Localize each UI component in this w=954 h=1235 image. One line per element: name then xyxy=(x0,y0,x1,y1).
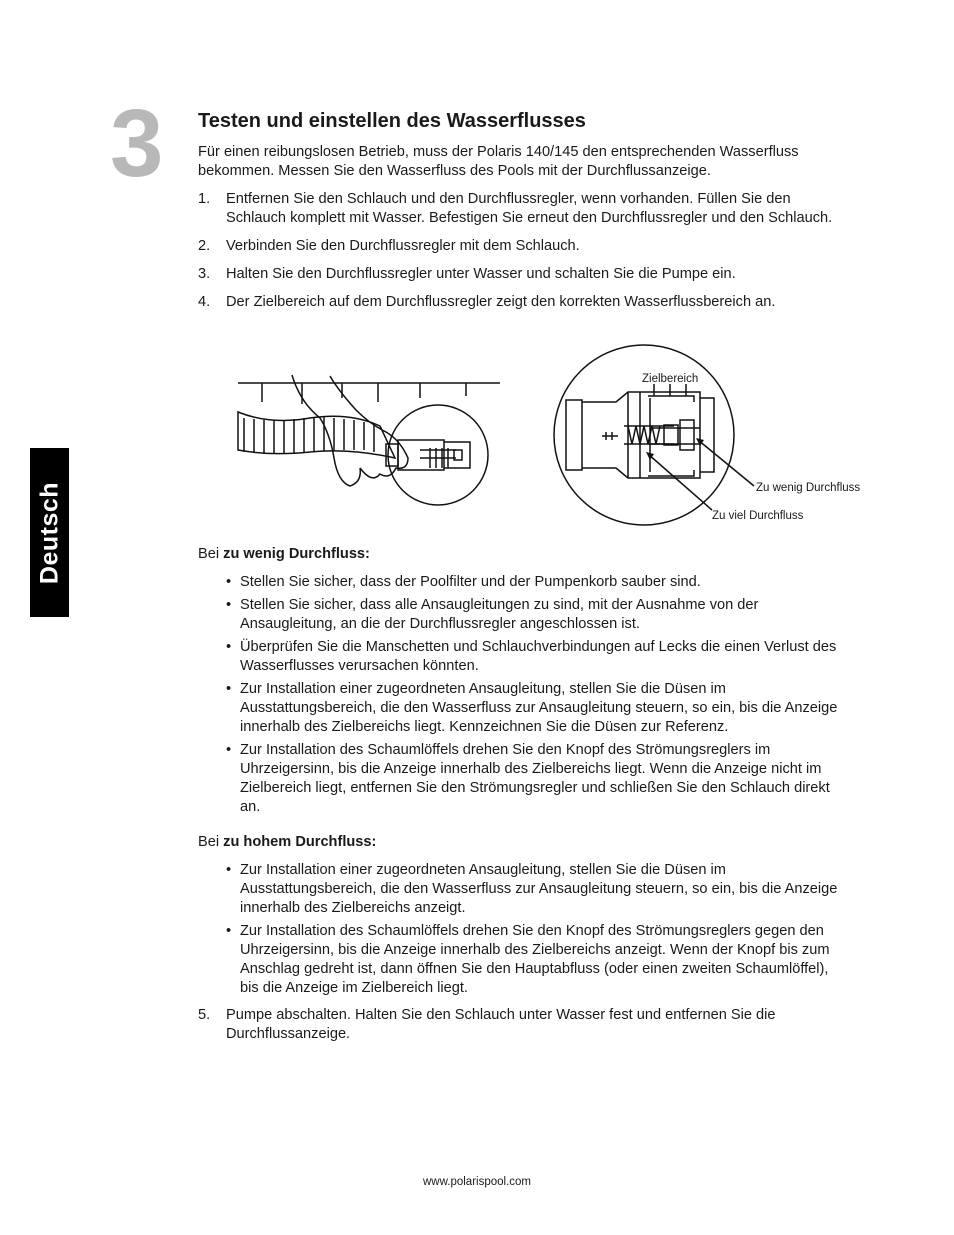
step-num: 3. xyxy=(198,266,211,282)
step-text: Der Zielbereich auf dem Durchflussregler zeigt den korrekten Wasserflussbereich an. xyxy=(226,294,776,310)
steps-list xyxy=(198,190,848,321)
list-item: • Zur Installation einer zugeordneten Ansaugleitung, stellen Sie die Düsen im Ausstattungsbereich, die den Wasserfluss zur Ansaugleitung steuern, so ein, bis die Anzeige innerhalb des Zielbereichs liegt. Kennzeichnen Sie die Düsen zur Referenz. xyxy=(226,680,846,737)
low-flow-title: zu wenig Durchfluss: xyxy=(223,546,370,562)
step-text: Halten Sie den Durchflussregler unter Wasser und schalten Sie die Pumpe ein. xyxy=(226,266,736,282)
step-num: 4. xyxy=(198,294,211,310)
step-num: 5. xyxy=(198,1007,211,1023)
list-item xyxy=(198,237,848,256)
step-num: 1. xyxy=(198,191,211,207)
list-item xyxy=(198,293,848,312)
list-item: • Stellen Sie sicher, dass der Poolfilter und der Pumpenkorb sauber sind. xyxy=(226,573,846,592)
list-item: • Zur Installation des Schaumlöffels drehen Sie den Knopf des Strömungsreglers im Uhrzeigersinn, bis die Anzeige innerhalb des Zielbereichs liegt. Wenn die Anzeige nicht im Zielbereich liegt, entfernen Sie den Strömungsregler und schließen Sie den Schlauch direkt an. xyxy=(226,741,846,817)
low-flow-prefix: Bei xyxy=(198,546,220,562)
language-tab xyxy=(30,448,69,617)
flow-gauge-illustration xyxy=(230,340,890,535)
label-high-flow: Zu viel Durchfluss xyxy=(712,510,804,522)
step-number: 3 xyxy=(110,90,164,197)
step-num: 2. xyxy=(198,238,211,254)
step-text: Verbinden Sie den Durchflussregler mit dem Schlauch. xyxy=(226,238,580,254)
language-tab-label: Deutsch xyxy=(35,481,63,584)
final-step-list xyxy=(198,1006,848,1044)
list-item: • Stellen Sie sicher, dass alle Ansaugleitungen zu sind, mit der Ausnahme von der Ansaugleitung, an die der Durchflussregler angeschlossen ist. xyxy=(226,596,846,634)
intro-paragraph: Für einen reibungslosen Betrieb, muss der Polaris 140/145 den entsprechenden Wasserfluss bekommen. Messen Sie den Wasserfluss des Pools mit der Durchflussanzeige. xyxy=(198,144,799,179)
list-item: • Zur Installation des Schaumlöffels drehen Sie den Knopf des Strömungsreglers gegen den Uhrzeigersinn, bis die Anzeige innerhalb des Zielbereichs anzeigt. Wenn der Knopf bis zum Anschlag gedreht ist, dann öffnen Sie den Hauptabfluss (oder einen zweiten Schaumlöffel), bis die Anzeige im Zielbereich liegt. xyxy=(226,922,846,998)
high-flow-list xyxy=(226,861,846,1002)
high-flow-heading xyxy=(198,833,376,852)
step-text: Entfernen Sie den Schlauch und den Durchflussregler, wenn vorhanden. Füllen Sie den Schlauch komplett mit Wasser. Befestigen Sie erneut den Durchflussregler und den Schlauch. xyxy=(226,191,833,226)
list-item xyxy=(198,265,848,284)
label-target-range: Zielbereich xyxy=(642,373,699,385)
list-item: • Zur Installation einer zugeordneten Ansaugleitung, stellen Sie die Düsen im Ausstattungsbereich, die den Wasserfluss zur Ansaugleitung steuern, so ein, bis die Anzeige innerhalb des Zielbereichs anzeigt. xyxy=(226,861,846,918)
step-text: Pumpe abschalten. Halten Sie den Schlauch unter Wasser fest und entfernen Sie die Durchflussanzeige. xyxy=(226,1007,776,1042)
page-title: Testen und einstellen des Wasserflusses xyxy=(198,110,586,132)
footer-url: www.polarispool.com xyxy=(422,1176,531,1188)
high-flow-prefix: Bei xyxy=(198,834,220,850)
low-flow-list xyxy=(226,573,846,821)
list-item: • Überprüfen Sie die Manschetten und Schlauchverbindungen auf Lecks die einen Verlust des Wasserflusses verursachen könnten. xyxy=(226,638,846,676)
list-item xyxy=(198,1006,848,1044)
label-low-flow: Zu wenig Durchfluss xyxy=(756,482,861,494)
low-flow-heading xyxy=(198,545,370,564)
list-item xyxy=(198,190,848,228)
high-flow-title: zu hohem Durchfluss: xyxy=(223,834,377,850)
illustration-svg xyxy=(230,340,890,530)
